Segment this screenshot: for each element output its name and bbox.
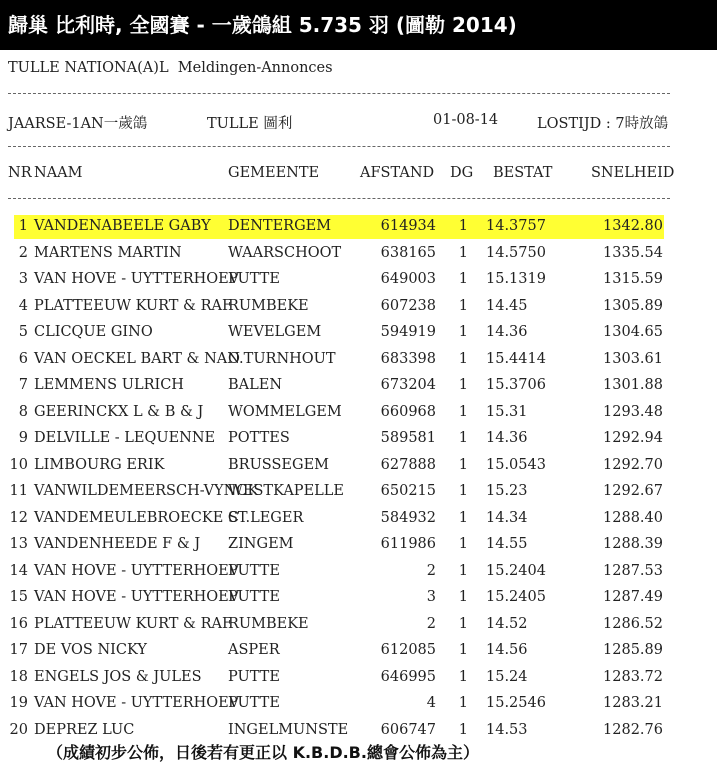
cell-nr: 10 [9,456,28,473]
table-row [14,401,664,425]
cell-naam: VAN HOVE - UYTTERHOEV [34,271,240,287]
race-place: TULLE 圖利 [207,116,293,132]
cell-afstand: 607238 [380,297,436,314]
cell-snelheid: 1286.52 [603,615,663,632]
table-row [9,719,664,743]
table-row [9,454,664,478]
divider [8,93,670,94]
cell-naam: ENGELS JOS & JULES [34,668,202,685]
cell-nr: 6 [18,350,28,367]
cell-naam: VAN HOVE - UYTTERHOEV [34,589,240,605]
col-snelheid: SNELHEID [591,165,675,181]
cell-naam: MARTENS MARTIN [34,244,182,261]
cell-nr: 18 [9,668,28,685]
table-row [9,586,664,610]
cell-gemeente: PUTTE [228,589,280,605]
cell-bestat: 15.0543 [486,456,546,473]
cell-dg: 1 [458,324,468,340]
cell-nr: 4 [18,297,28,314]
cell-snelheid: 1283.72 [603,668,663,685]
cell-bestat: 15.2404 [486,562,546,579]
cell-gemeente: BALEN [228,377,283,393]
cell-dg: 1 [458,483,468,499]
cell-afstand: 638165 [380,244,436,261]
cell-nr: 19 [9,695,28,711]
col-naam: NAAM [34,165,83,181]
cell-naam: LIMBOURG ERIK [34,456,165,473]
cell-naam: DE VOS NICKY [34,642,147,658]
cell-gemeente: WAARSCHOOT [228,244,342,261]
cell-bestat: 14.52 [486,615,528,632]
cell-dg: 1 [458,456,468,473]
cell-snelheid: 1293.48 [603,403,663,420]
cell-snelheid: 1304.65 [603,324,663,340]
divider [8,198,670,199]
cell-dg: 1 [458,271,468,287]
cell-snelheid: 1335.54 [603,244,663,261]
cell-gemeente: PUTTE [228,562,280,579]
cell-dg: 1 [458,350,468,367]
cell-snelheid: 1315.59 [603,271,663,287]
cell-gemeente: ASPER [228,642,280,658]
cell-snelheid: 1282.76 [603,721,663,738]
table-row [14,268,664,292]
cell-afstand: 627888 [380,456,436,473]
race-category: JAARSE-1AN一歲鴿 [8,116,148,132]
cell-nr: 12 [9,509,28,526]
cell-snelheid: 1288.39 [603,536,663,552]
cell-nr: 9 [18,430,28,446]
cell-nr: 7 [18,377,28,393]
cell-naam: LEMMENS ULRICH [34,377,184,393]
cell-afstand: 646995 [380,668,436,685]
cell-bestat: 15.23 [486,483,528,499]
col-afstand: AFSTAND [360,165,435,181]
cell-bestat: 15.3706 [486,377,546,393]
cell-nr: 14 [9,562,28,579]
cell-nr: 13 [9,536,28,552]
table-row [14,215,664,239]
col-gemeente: GEMEENTE [228,165,320,181]
table-row [9,507,664,531]
cell-dg: 1 [458,430,468,446]
cell-dg: 1 [458,244,468,261]
cell-bestat: 14.36 [486,324,528,340]
cell-dg: 1 [458,377,468,393]
cell-gemeente: RUMBEKE [228,615,309,632]
divider [8,146,670,147]
cell-nr: 16 [9,615,28,632]
cell-naam: VANDENABEELE GABY [34,218,211,234]
page-title: 歸巢 比利時, 全國賽 - 一歲鴿組 5.735 羽 (圖勒 2014) [0,0,717,50]
cell-afstand: 3 [426,589,436,605]
header-line: TULLE NATIONA(A)L Meldingen-Annonces [8,60,333,76]
cell-gemeente: PUTTE [228,668,280,685]
cell-afstand: 683398 [380,350,436,367]
cell-nr: 1 [18,218,28,234]
cell-bestat: 14.45 [486,297,528,314]
cell-snelheid: 1303.61 [603,350,663,367]
cell-snelheid: 1292.94 [603,430,663,446]
table-row [9,639,664,663]
cell-naam: DELVILLE - LEQUENNE [34,430,216,446]
cell-gemeente: RUMBEKE [228,297,309,314]
footer-note: （成績初步公佈，日後若有更正以 K.B.D.B.總會公佈為主） [47,743,479,762]
cell-nr: 5 [18,324,28,340]
cell-afstand: 649003 [380,271,436,287]
cell-snelheid: 1287.49 [603,589,663,605]
cell-gemeente: PUTTE [228,271,280,287]
table-header [8,165,675,189]
table-row [9,560,664,584]
cell-afstand: 2 [426,615,436,632]
cell-naam: VAN HOVE - UYTTERHOEV [34,562,240,579]
cell-afstand: 614934 [380,218,436,234]
cell-gemeente: ST.LEGER [228,509,304,526]
cell-naam: CLICQUE GINO [34,324,153,340]
cell-afstand: 612085 [380,642,436,658]
table-row [9,613,664,637]
cell-gemeente: DENTERGEM [228,218,332,234]
cell-dg: 1 [458,297,468,314]
col-bestat: BESTAT [493,165,553,181]
col-nr: NR [8,165,32,181]
cell-gemeente: POTTES [228,430,290,446]
cell-gemeente: PUTTE [228,695,280,711]
table-row [14,321,664,345]
cell-bestat: 14.3757 [486,218,546,234]
col-dg: DG [450,165,474,181]
cell-bestat: 15.1319 [486,271,546,287]
cell-dg: 1 [458,562,468,579]
cell-naam: VANWILDEMEERSCH-VYNCK [34,483,259,499]
cell-naam: VAN HOVE - UYTTERHOEV [34,695,240,711]
cell-afstand: 606747 [380,721,436,738]
cell-afstand: 584932 [380,509,436,526]
cell-dg: 1 [458,403,468,420]
cell-gemeente: WOMMELGEM [228,403,342,420]
cell-snelheid: 1292.67 [603,483,663,499]
table-row [14,295,664,319]
table-row [14,242,664,266]
cell-nr: 2 [18,244,28,261]
cell-nr: 8 [18,403,28,420]
cell-snelheid: 1287.53 [603,562,663,579]
cell-bestat: 14.56 [486,642,528,658]
cell-nr: 15 [9,589,28,605]
cell-nr: 3 [18,271,28,287]
cell-afstand: 611986 [380,536,436,552]
cell-snelheid: 1288.40 [603,509,663,526]
cell-gemeente: WEVELGEM [228,324,322,340]
cell-dg: 1 [458,721,468,738]
cell-snelheid: 1285.89 [603,642,663,658]
cell-snelheid: 1292.70 [603,456,663,473]
cell-nr: 11 [9,483,28,499]
cell-snelheid: 1283.21 [603,695,663,711]
cell-dg: 1 [458,509,468,526]
cell-snelheid: 1342.80 [603,218,663,234]
cell-afstand: 4 [426,695,436,711]
cell-dg: 1 [458,589,468,605]
table-row [14,374,664,398]
cell-bestat: 15.2405 [486,589,546,605]
table-row [14,427,664,451]
cell-gemeente: O.TURNHOUT [228,350,336,367]
cell-gemeente: BRUSSEGEM [228,456,330,473]
table-row [9,692,664,716]
cell-naam: PLATTEEUW KURT & RAF [34,615,233,632]
cell-nr: 20 [9,721,28,738]
cell-bestat: 14.5750 [486,244,546,261]
cell-nr: 17 [9,642,28,658]
cell-afstand: 2 [426,562,436,579]
table-row [9,480,664,504]
cell-afstand: 594919 [380,324,436,340]
cell-gemeente: ZINGEM [228,536,294,552]
cell-naam: VAN OECKEL BART & NAN [34,350,240,367]
table-row [14,348,664,372]
cell-bestat: 14.36 [486,430,528,446]
cell-bestat: 15.2546 [486,695,546,711]
cell-dg: 1 [458,615,468,632]
cell-bestat: 14.53 [486,721,528,738]
cell-bestat: 14.34 [486,509,528,526]
cell-bestat: 14.55 [486,536,528,552]
table-row [9,666,664,690]
cell-dg: 1 [458,642,468,658]
cell-afstand: 660968 [380,403,436,420]
cell-gemeente: WESTKAPELLE [228,483,344,499]
cell-dg: 1 [458,218,468,234]
cell-gemeente: INGELMUNSTE [228,721,349,738]
cell-naam: VANDEMEULEBROECKE C [34,509,239,526]
table-row [9,533,664,557]
release-time: LOSTIJD : 7時放鴿 [537,116,669,132]
cell-naam: VANDENHEEDE F & J [34,536,201,552]
cell-snelheid: 1305.89 [603,297,663,314]
race-date: 01-08-14 [433,112,499,128]
cell-bestat: 15.4414 [486,350,546,367]
cell-naam: DEPREZ LUC [34,721,135,738]
cell-afstand: 589581 [380,430,436,446]
cell-afstand: 650215 [380,483,436,499]
cell-dg: 1 [458,668,468,685]
cell-dg: 1 [458,536,468,552]
cell-snelheid: 1301.88 [603,377,663,393]
cell-bestat: 15.31 [486,403,528,420]
cell-dg: 1 [458,695,468,711]
cell-bestat: 15.24 [486,668,528,685]
cell-naam: PLATTEEUW KURT & RAF [34,297,233,314]
cell-afstand: 673204 [380,377,436,393]
cell-naam: GEERINCKX L & B & J [34,403,204,420]
